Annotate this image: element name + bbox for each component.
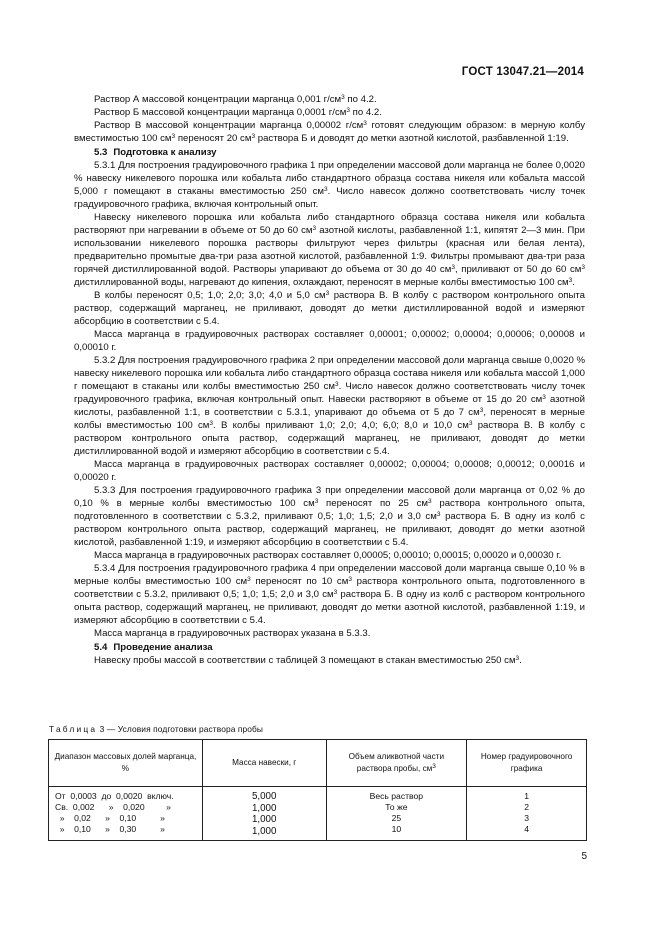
superscript-3: 3 <box>333 589 338 596</box>
superscript-3: 3 <box>479 407 484 414</box>
paragraph: 5.3.3 Для построения градуировочного графика 3 при определении массовой доли марганца от 0,02 % до 0,10 % в мерные колбы вместимостью 100 $см^3$ переносят по 25 $см^3$ раствора контрольного опыта, подготовленного в соответствии с 5.3.2, приливают 0,5; 1,0; 1,5; 2,0 и 3,0 $см^3$ раствора Б. В одну из колб с раствором контрольного опыта раствор, содержащий марганец, не приливают, доводят до метки азотной кислотой, разбавленной 1:19, и измеряют абсорбцию в соответствии с 5.4. <box>74 485 586 548</box>
section-number: 5.4 <box>94 642 108 653</box>
table-header-cell: Диапазон массовых долей марганца, % <box>49 740 203 787</box>
paragraph: 5.3.2 Для построения градуировочного графика 2 при определении массовой доли марганца свыше 0,0020 % навеску никелевого порошка или кобальта либо стандартного образца состава никеля или кобальта массой 1,000 г помещают в стаканы или колбы вместимостью 250 $см^3$. Число навесок должно соответствовать числу точек градуировочного графика, включая контрольный опыт. Навески растворяют в объеме от 15 до 20 $см^3$ азотной кислоты, разбавленной 1:1, в соответствии с 5.3.1, упаривают до объема от 5 до 7 $см^3$, переносят в мерные колбы вместимостью 100 $см^3$. В колбы приливают 1,0; 2,0; 4,0; 6,0; 8,0 и 10,0 $см^3$ раствора В. В колбу с раствором контрольного опыта раствор, содержащий марганец, не приливают, доводят до метки дистиллированной водой и измеряют абсорбцию в соответствии с 5.4. <box>74 355 586 457</box>
body-text <box>74 93 585 667</box>
superscript-3: 3 <box>314 498 319 505</box>
section-title: Подготовка к анализу <box>113 147 217 158</box>
superscript-3: 3 <box>468 420 473 427</box>
table-header-cell: Номер градуировочного графика <box>467 740 587 787</box>
table-header-row <box>49 740 587 787</box>
paragraph: Масса марганца в градуировочных растворах указана в 5.3.3. <box>94 628 371 639</box>
table-cell-aliquot: Весь раствор То же 25 10 <box>326 787 467 841</box>
table-header-cell: Объем аликвотной части раствора пробы, $см^3$ <box>326 740 467 787</box>
paragraph: Масса марганца в градуировочных растворах составляет 0,00005; 0,00010; 0,00015; 0,00020 и 0,00030 г. <box>94 550 562 561</box>
superscript-3: 3 <box>325 290 330 297</box>
paragraph: Раствор Б массовой концентрации марганца 0,0001 $г/см^3$ по 4.2. <box>94 107 382 118</box>
superscript-3: 3 <box>323 186 328 193</box>
paragraph: Раствор А массовой концентрации марганца 0,001 $г/см^3$ по 4.2. <box>94 94 377 105</box>
superscript-3: 3 <box>451 264 455 271</box>
paragraph: Раствор В массовой концентрации марганца 0,00002 $г/см^3$ готовят следующим образом: в мерную колбу вместимостью 100 $см^3$ переносят 20 $см^3$ раствора Б и доводят до метки азотной кислотой, разбавленной 1:19. <box>74 120 585 144</box>
paragraph: Навеску никелевого порошка или кобальта либо стандартного образца состава никеля или кобальта растворяют при нагревании в объеме от 50 до 60 $см^3$ азотной кислоты, разбавленной 1:1, кипятят 2—3 мин. При использовании никелевого порошка растворы фильтруют через фильтры (красная или белая лента), предварительно промытые два-три раза азотной кислотой, разбавленной 1:9. Фильтры промывают два-три раза горячей дистиллированной водой. Растворы упаривают до объема от 30 до 40 $см^3$, приливают от 50 до 60 $см^3$ дистиллированной воды, нагревают до кипения, охлаждают, переносят в мерные колбы вместимостью 100 $см^3$. <box>74 212 585 288</box>
paragraph: В колбы переносят 0,5; 1,0; 2,0; 3,0; 4,0 и 5,0 $см^3$ раствора В. В колбу с раствором контрольного опыта раствор, содержащий марганец, не приливают, доводят до метки дистиллированной водой и измеряют абсорбцию в соответствии с 5.4. <box>74 290 585 327</box>
superscript-3: 3 <box>171 133 176 140</box>
superscript-3: 3 <box>312 225 317 232</box>
superscript-3: 3 <box>247 576 251 583</box>
table-cell-graph: 1 2 3 4 <box>467 787 587 841</box>
superscript-3: 3 <box>346 107 350 114</box>
paragraph: Навеску пробы массой в соответствии с таблицей 3 помещают в стакан вместимостью 250 $см^3$. <box>94 655 522 666</box>
superscript-3: 3 <box>348 576 352 583</box>
table-header-cell: Масса навески, г <box>202 740 326 787</box>
superscript-3: 3 <box>335 381 339 388</box>
paragraph: 5.3.4 Для построения градуировочного графика 4 при определении массовой доли марганца свыше 0,10 % в мерные колбы вместимостью 100 $см^3$ переносят по 10 $см^3$ раствора контрольного опыта, подготовленного в соответствии с 5.3.2, приливают 0,5; 1,0; 1,5; 2,0 и 3,0 $см^3$ раствора Б. В одну из колб с раствором контрольного опыта раствор, содержащий марганец, не приливают, доводят до метки азотной кислотой, разбавленной 1:19, и измеряют абсорбцию в соответствии с 5.4. <box>74 563 586 626</box>
section-title: Проведение анализа <box>113 642 213 653</box>
paragraph: 5.3.1 Для построения градуировочного графика 1 при определении массовой доли марганца не более 0,0020 % навеску никелевого порошка или кобальта либо стандартного образца состава никеля или кобальта массой 5,000 г помещают в стаканы вместимостью 250 $см^3$. Число навесок должно соответствовать числу точек градуировочного графика, включая контрольный опыт. <box>74 160 585 210</box>
superscript-3: 3 <box>436 511 441 518</box>
superscript-3: 3 <box>515 655 520 662</box>
superscript-3: 3 <box>363 120 367 127</box>
superscript-3: 3 <box>432 763 436 770</box>
section-heading-5-4 <box>74 641 585 654</box>
section-number: 5.3 <box>94 147 108 158</box>
table-row <box>49 787 587 841</box>
section-heading-5-3 <box>74 146 585 159</box>
table-cell-mass: 5,000 1,000 1,000 1,000 <box>202 787 326 841</box>
table-caption <box>49 724 263 734</box>
page-number: 5 <box>581 851 587 862</box>
superscript-3: 3 <box>209 420 214 427</box>
table-caption-word: Таблица <box>49 724 98 734</box>
superscript-3: 3 <box>542 394 546 401</box>
superscript-3: 3 <box>428 498 432 505</box>
superscript-3: 3 <box>251 133 256 140</box>
standard-header: ГОСТ 13047.21—2014 <box>461 66 584 78</box>
table-3 <box>48 739 587 841</box>
table-cell-ranges: От 0,0003 до 0,0020 включ. Св. 0,002 » 0,020 » » 0,02 » 0,10 » » 0,10 » 0,30 » <box>49 787 203 841</box>
paragraph: Масса марганца в градуировочных растворах составляет 0,00002; 0,00004; 0,00008; 0,00012; 0,00016 и 0,00020 г. <box>74 459 585 483</box>
paragraph: Масса марганца в градуировочных растворах составляет 0,00001; 0,00002; 0,00004; 0,00006; 0,00008 и 0,00010 г. <box>74 329 585 353</box>
superscript-3: 3 <box>581 264 585 271</box>
superscript-3: 3 <box>568 277 573 284</box>
superscript-3: 3 <box>341 94 345 101</box>
table-caption-text: 3 — Условия подготовки раствора пробы <box>97 724 264 734</box>
